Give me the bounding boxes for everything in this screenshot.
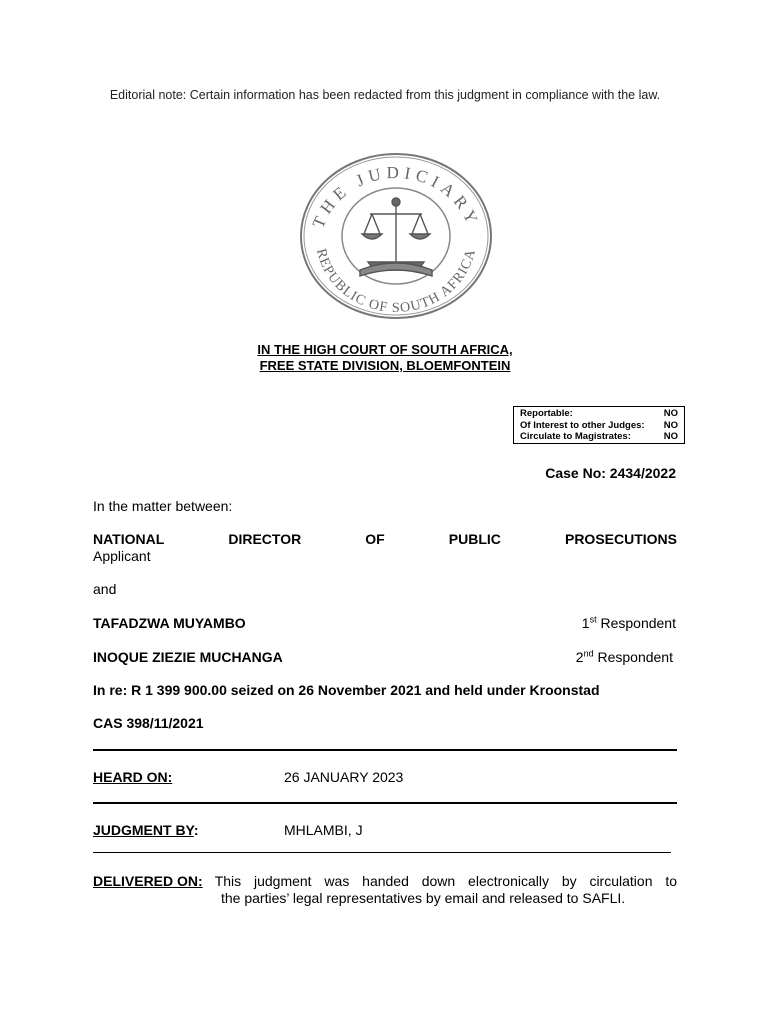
- reportable-row: Reportable: NO: [520, 408, 678, 419]
- respondent-2-role: 2nd Respondent: [575, 648, 673, 665]
- divider: [93, 802, 677, 804]
- applicant-role: Applicant: [93, 548, 151, 564]
- interest-row: Of Interest to other Judges: NO: [520, 419, 678, 431]
- circulate-row: Circulate to Magistrates: NO: [520, 431, 678, 442]
- editorial-note: Editorial note: Certain information has been redacted from this judgment in compliance with the law.: [109, 88, 661, 102]
- respondent-1-row: [93, 615, 677, 631]
- scales-of-justice-icon: [360, 198, 432, 276]
- seal-top-text: THE JUDICIARY: [308, 162, 484, 231]
- in-re-line: In re: R 1 399 900.00 seized on 26 November 2021 and held under Kroonstad: [93, 682, 600, 698]
- case-number: Case No: 2434/2022: [545, 465, 676, 481]
- judiciary-seal: [298, 152, 494, 320]
- delivered-on-label: DELIVERED ON:: [93, 873, 203, 889]
- heard-on-label: HEARD ON:: [93, 769, 173, 785]
- respondent-2-name: INOQUE ZIEZIE MUCHANGA: [93, 649, 283, 665]
- reportable-box: [513, 406, 685, 444]
- delivered-on-line2: the parties’ legal representatives by email and released to SAFLI.: [221, 890, 626, 906]
- respondent-1-role: 1st Respondent: [581, 614, 676, 631]
- court-title-line2: FREE STATE DIVISION, BLOEMFONTEIN: [259, 358, 511, 373]
- judgment-by-label: JUDGMENT BY:: [93, 822, 199, 838]
- delivered-on-line1: This judgment was handed down electronically by circulation to: [214, 873, 677, 889]
- heard-on-value: 26 JANUARY 2023: [284, 769, 404, 785]
- matter-between: In the matter between:: [93, 498, 233, 514]
- respondent-1-name: TAFADZWA MUYAMBO: [93, 615, 246, 631]
- divider: [93, 852, 671, 853]
- judgment-by-value: MHLAMBI, J: [284, 822, 363, 838]
- court-title-line1: IN THE HIGH COURT OF SOUTH AFRICA,: [257, 342, 513, 357]
- delivered-on: [93, 873, 677, 907]
- respondent-2-row: [93, 649, 677, 665]
- applicant-name: NATIONAL DIRECTOR OF PUBLIC PROSECUTIONS: [93, 531, 677, 547]
- and-text: and: [93, 581, 117, 597]
- divider: [93, 749, 677, 751]
- cas-number: CAS 398/11/2021: [93, 715, 204, 731]
- seal-bottom-text: REPUBLIC OF SOUTH AFRICA: [312, 247, 480, 317]
